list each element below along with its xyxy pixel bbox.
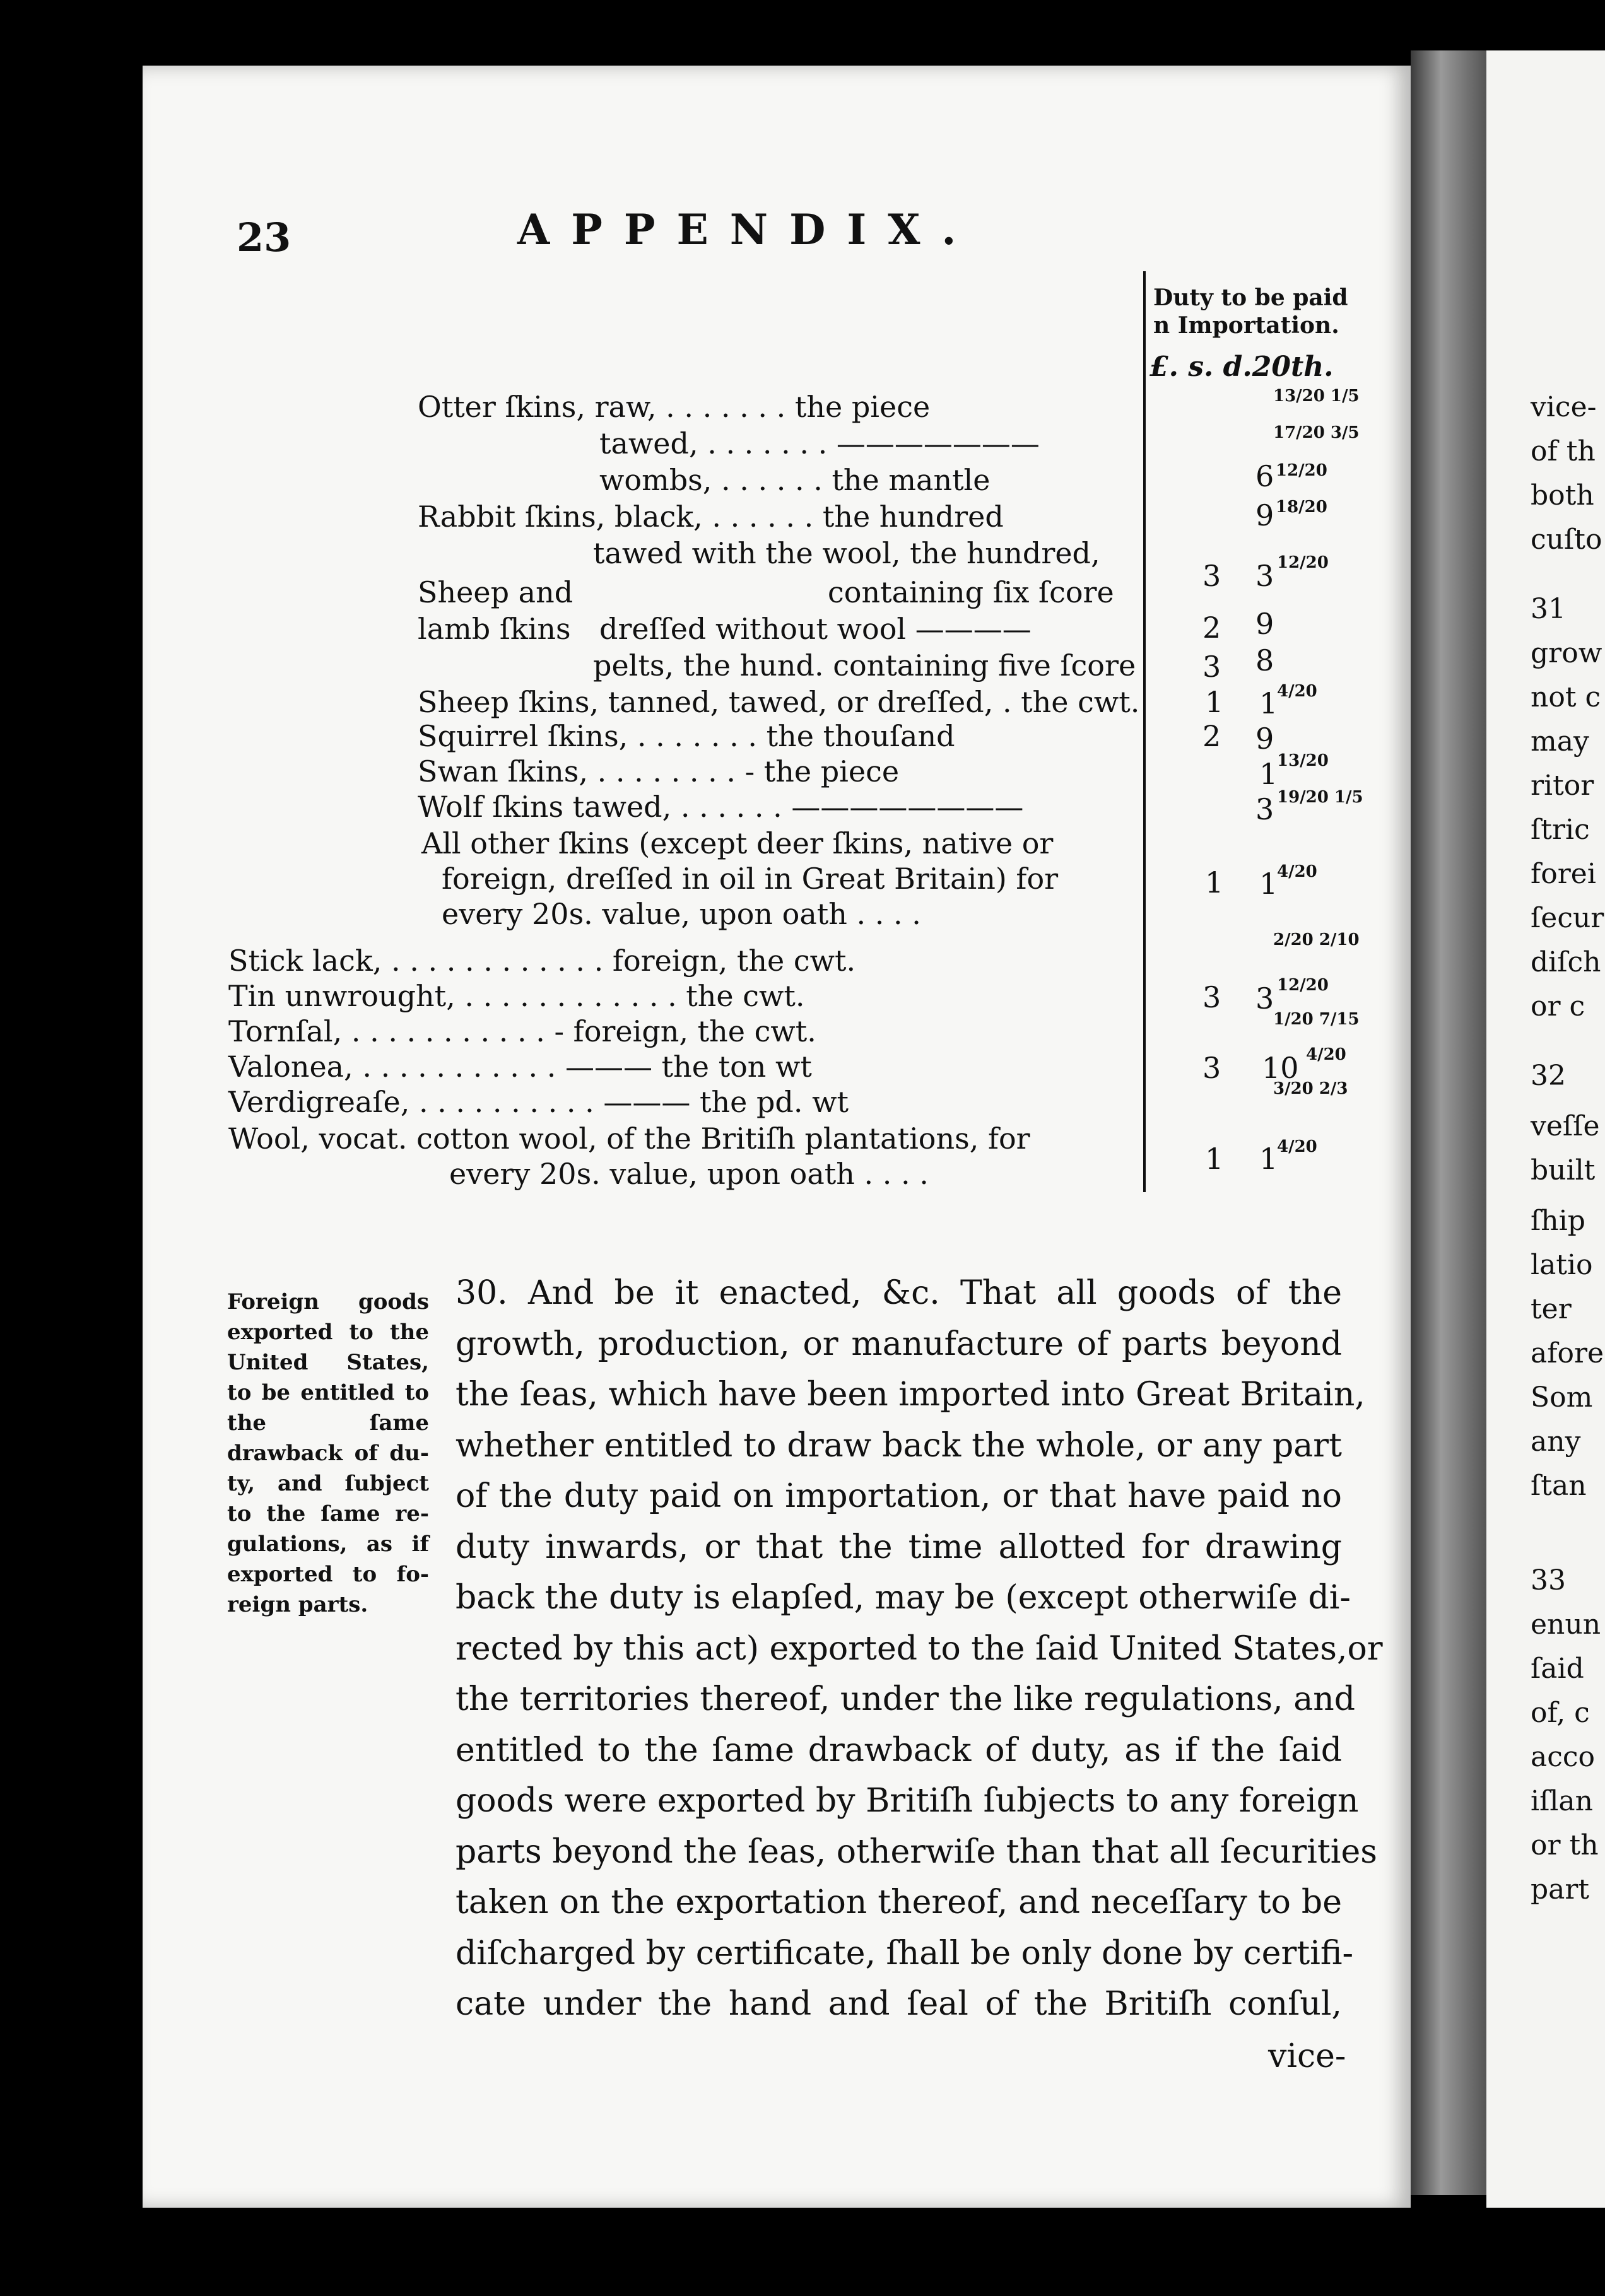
duty-pence: 8 [1255, 643, 1274, 677]
next-page-word: 33 [1531, 1564, 1566, 1596]
marginal-note: Foreign goods exported to the United States, to be entitled to the ſame drawback of du- ty, and ſubject to the ſame re- gulations, as if exported to fo- reign parts. [227, 1289, 429, 1617]
table-row: Verdigreaſe, . . . . . . . . . . ——— the pd. wt [228, 1085, 849, 1119]
table-row: Rabbit ſkins, black, . . . . . . the hundred [418, 500, 1004, 534]
next-page-word: afore [1531, 1337, 1604, 1369]
body-text [456, 1268, 1383, 2030]
table-row: tawed, . . . . . . . ——————— [599, 426, 1040, 460]
next-page-word: ſaid [1531, 1653, 1584, 1685]
duty-shillings: 3 [1202, 650, 1221, 684]
duty-fraction: 13/20 [1277, 751, 1329, 770]
duty-column-header [1153, 284, 1348, 339]
next-page-word: acco [1531, 1741, 1596, 1773]
table-row: dreſſed without wool ———— [599, 612, 1032, 646]
body-line: diſcharged by certificate, ſhall be only done by certifi- [456, 1934, 1354, 1972]
duty-pence: 3 [1255, 559, 1274, 593]
duty-fraction: 4/20 [1277, 682, 1317, 701]
duty-fraction: 4/20 [1306, 1045, 1346, 1064]
table-row: containing ſix ſcore [828, 575, 1114, 609]
next-page-word: ſecur [1531, 902, 1604, 934]
next-page-word: part [1531, 1873, 1590, 1906]
next-page-word: vice- [1531, 391, 1597, 423]
next-page-word: grow [1531, 637, 1602, 669]
body-line: entitled to the ſame drawback of duty, as if the ſaid [456, 1731, 1342, 1769]
next-page-word: Som [1531, 1381, 1593, 1414]
duty-fraction: 12/20 [1276, 461, 1327, 480]
next-page-word: or th [1531, 1829, 1599, 1861]
body-line: the territories thereof, under the like regulations, and [456, 1680, 1356, 1718]
duty-header-line1: Duty to be paid [1153, 284, 1348, 311]
body-line: whether entitled to draw back the whole, or any part [456, 1426, 1342, 1465]
next-page-fragment [1486, 50, 1605, 2208]
duty-shillings: 1 [1205, 865, 1224, 899]
table-row: Stick lack, . . . . . . . . . . . . foreign, the cwt. [228, 944, 856, 978]
duty-pence: 9 [1255, 498, 1274, 532]
next-page-word: ſtric [1531, 814, 1590, 846]
next-page-word: any [1531, 1426, 1581, 1458]
next-page-word: may [1531, 725, 1589, 758]
table-row: every 20s. value, upon oath . . . . [442, 897, 921, 931]
next-page-word: not c [1531, 681, 1601, 713]
table-row: lamb ſkins [418, 612, 571, 646]
duty-pence: 1 [1259, 867, 1278, 901]
duty-shillings: 1 [1205, 685, 1224, 719]
next-page-word: ter [1531, 1293, 1572, 1325]
duty-fraction: 1/20 7/15 [1273, 1010, 1360, 1029]
duty-fraction: 3/20 2/3 [1273, 1079, 1348, 1098]
duty-pence: 3 [1255, 981, 1274, 1016]
table-row: wombs, . . . . . . the mantle [599, 463, 991, 497]
duty-fraction: 18/20 [1276, 498, 1327, 517]
next-page-word: latio [1531, 1249, 1593, 1281]
table-row: All other ſkins (except deer ſkins, native or [421, 826, 1054, 860]
body-line: cate under the hand and ſeal of the Britiſh conſul, [456, 1985, 1342, 2023]
duty-shillings: 3 [1202, 559, 1221, 593]
body-line: rected by this act) exported to the ſaid United States,or [456, 1629, 1383, 1668]
duty-fraction: 12/20 [1277, 976, 1329, 995]
table-row: Valonea, . . . . . . . . . . . ——— the ton wt [228, 1050, 812, 1084]
body-line: duty inwards, or that the time allotted for drawing [456, 1528, 1342, 1566]
body-line: back the duty is elapſed, may be (except otherwiſe di- [456, 1579, 1351, 1617]
duty-pence: 1 [1259, 757, 1278, 791]
next-page-word: built [1531, 1154, 1596, 1186]
table-row: pelts, the hund. containing five ſcore [593, 648, 1136, 682]
next-page-word: iſlan [1531, 1785, 1593, 1817]
body-line: goods were exported by Britiſh ſubjects to any foreign [456, 1782, 1359, 1820]
duty-fraction: 12/20 [1277, 553, 1329, 572]
next-page-word: cuſto [1531, 524, 1602, 556]
duty-units: £. s. d.20th. [1149, 351, 1334, 383]
next-page-word: ſtan [1531, 1470, 1587, 1502]
duty-pence: 10 [1262, 1051, 1299, 1085]
table-row: Wool, vocat. cotton wool, of the Britiſh plantations, for [228, 1122, 1030, 1156]
next-page-word: forei [1531, 858, 1596, 890]
duty-shillings: 1 [1205, 1142, 1224, 1176]
table-row: foreign, dreſſed in oil in Great Britain) for [442, 862, 1059, 896]
next-page-word: both [1531, 479, 1594, 512]
table-row: tawed with the wool, the hundred, [593, 536, 1100, 570]
body-line: the ſeas, which have been imported into Great Britain, [456, 1376, 1365, 1414]
duty-header-line2: n Importation. [1153, 312, 1339, 339]
duty-fraction: 2/20 2/10 [1273, 930, 1360, 949]
next-page-word: diſch [1531, 946, 1601, 978]
duty-pence: 6 [1255, 459, 1274, 493]
body-line: growth, production, or manufacture of parts beyond [456, 1325, 1342, 1363]
catchword: vice- [1268, 2037, 1346, 2075]
duty-pence: 1 [1259, 686, 1278, 720]
next-page-word: 31 [1531, 593, 1566, 625]
next-page-word: 32 [1531, 1060, 1566, 1092]
table-row: Swan ſkins, . . . . . . . . - the piece [418, 754, 900, 788]
duty-pence: 1 [1259, 1142, 1278, 1176]
duty-fraction: 4/20 [1277, 862, 1317, 881]
next-page-word: of, c [1531, 1697, 1590, 1729]
next-page-word: or c [1531, 990, 1585, 1022]
next-page-word: ritor [1531, 770, 1594, 802]
next-page-word: of th [1531, 435, 1596, 467]
table-row: Tornſal, . . . . . . . . . . . - foreign, the cwt. [228, 1014, 816, 1048]
duty-pence: 9 [1255, 722, 1274, 756]
column-rule [1143, 271, 1146, 1192]
table-row: Tin unwrought, . . . . . . . . . . . . the cwt. [228, 979, 805, 1013]
body-line: 30. And be it enacted, &c. That all goods of the [456, 1274, 1342, 1312]
next-page-word: veſſe [1531, 1110, 1600, 1142]
duty-shillings: 3 [1202, 1051, 1221, 1085]
next-page-word: enun [1531, 1608, 1601, 1641]
table-row: Wolf ſkins tawed, . . . . . . ———————— [418, 790, 1024, 824]
page-number: 23 [237, 214, 291, 261]
body-line: of the duty paid on importation, or that have paid no [456, 1477, 1342, 1515]
running-head: APPENDIX. [517, 205, 978, 254]
table-row: Otter ſkins, raw, . . . . . . . the piece [418, 390, 931, 424]
duty-shillings: 2 [1202, 611, 1221, 645]
table-row: every 20s. value, upon oath . . . . [449, 1157, 929, 1191]
duty-pence: 9 [1255, 607, 1274, 641]
duty-fraction: 4/20 [1277, 1137, 1317, 1156]
table-row: Sheep and [418, 575, 573, 609]
duty-shillings: 3 [1202, 980, 1221, 1014]
table-row: Squirrel ſkins, . . . . . . . the thouſand [418, 719, 955, 753]
duty-shillings: 2 [1202, 719, 1221, 753]
body-line: taken on the exportation thereof, and neceſſary to be [456, 1883, 1342, 1921]
body-line: parts beyond the ſeas, otherwiſe than that all ſecurities [456, 1832, 1377, 1871]
duty-fraction: 17/20 3/5 [1273, 423, 1360, 442]
next-page-word: ſhip [1531, 1205, 1585, 1237]
duty-fraction: 13/20 1/5 [1273, 387, 1360, 406]
table-row: Sheep ſkins, tanned, tawed, or dreſſed, . the cwt. [418, 685, 1140, 719]
duty-fraction: 19/20 1/5 [1277, 788, 1363, 807]
duty-pence: 3 [1255, 792, 1274, 826]
book-gutter [1411, 50, 1486, 2195]
